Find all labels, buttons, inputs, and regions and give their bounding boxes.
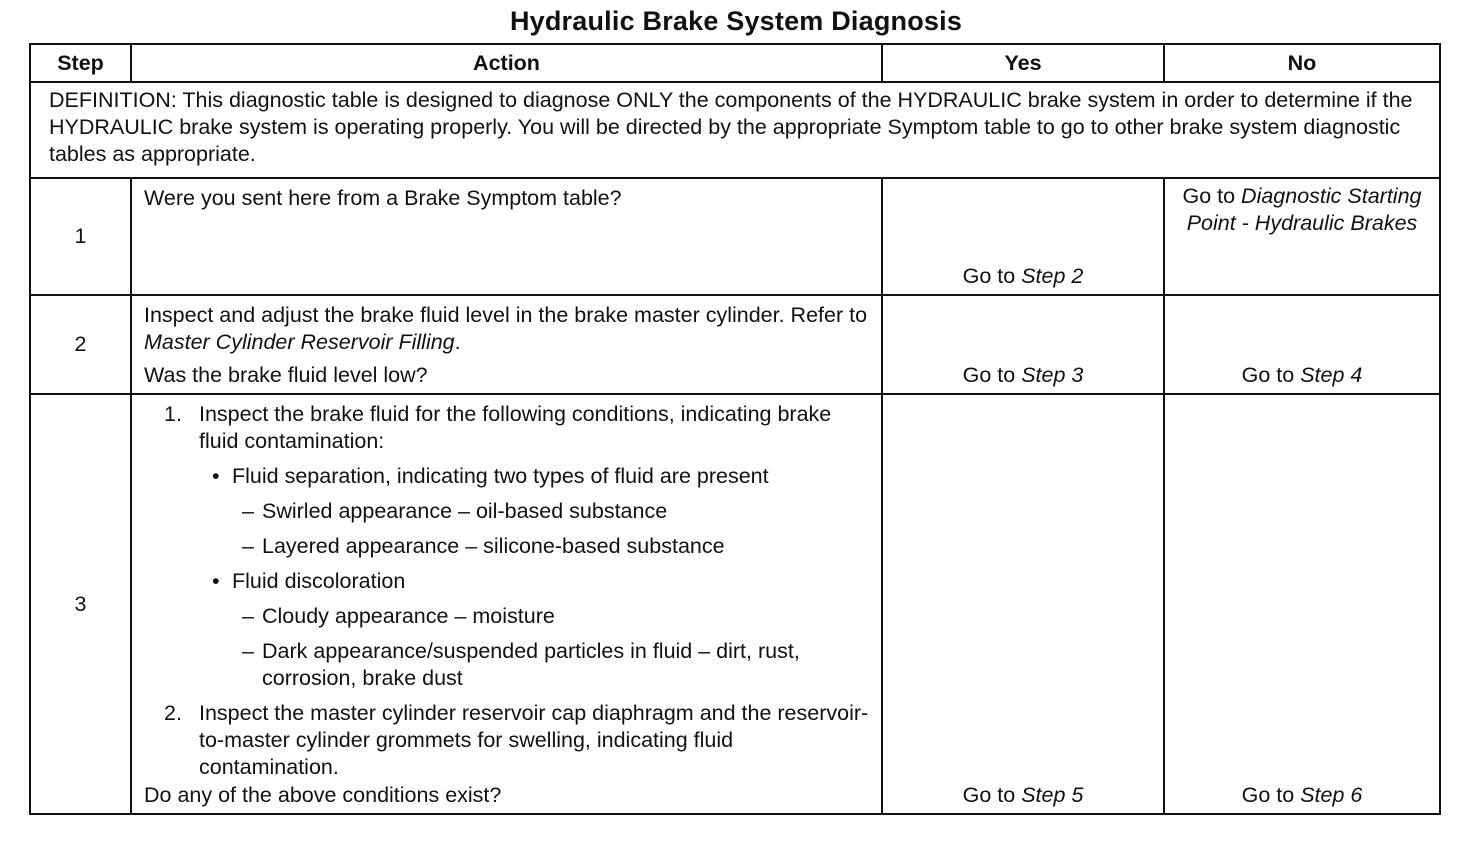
no-target-link[interactable]: Diagnostic Starting Point - Hydraulic Brakes — [1186, 184, 1422, 235]
list-item: 2. Inspect the master cylinder reservoir cap diaphragm and the reservoir-to-master cylinder grommets for swelling, indicating fluid contamination. — [164, 701, 869, 779]
action-text: Inspect and adjust the brake fluid level in the brake master cylinder. Refer to Master Cylinder Reservoir Filling. — [144, 303, 868, 354]
reference-link[interactable]: Master Cylinder Reservoir Filling — [144, 330, 455, 354]
header-step: Step — [30, 44, 131, 82]
header-yes: Yes — [882, 44, 1164, 82]
yes-cell — [882, 394, 1164, 814]
sub-item: – Dark appearance/suspended particles in fluid – dirt, rust, corrosion, brake dust — [242, 639, 800, 690]
no-goto: Go to Diagnostic Starting Point - Hydraulic Brakes — [1182, 184, 1422, 235]
no-goto: Go to Step 4 — [1241, 363, 1363, 387]
step-number: 3 — [30, 394, 131, 814]
table-row — [30, 178, 1440, 295]
table-row — [30, 295, 1440, 394]
question-text: Was the brake fluid level low? — [144, 363, 428, 387]
yes-cell — [882, 295, 1164, 394]
sub-item: – Swirled appearance – oil-based substance — [242, 499, 668, 523]
no-cell — [1164, 295, 1440, 394]
definition-row — [30, 82, 1440, 178]
yes-target-link[interactable]: Step 2 — [1021, 264, 1084, 288]
yes-cell — [882, 178, 1164, 295]
header-row — [30, 44, 1440, 82]
diagnosis-table — [29, 43, 1441, 815]
yes-goto: Go to Step 2 — [962, 264, 1084, 288]
question-text: Do any of the above conditions exist? — [144, 783, 502, 807]
sub-item: – Cloudy appearance – moisture — [242, 604, 555, 628]
yes-goto: Go to Step 3 — [962, 363, 1084, 387]
no-goto: Go to Step 6 — [1241, 783, 1363, 807]
yes-goto: Go to Step 5 — [962, 783, 1084, 807]
table-row — [30, 394, 1440, 814]
no-target-link[interactable]: Step 4 — [1300, 363, 1363, 387]
yes-target-link[interactable]: Step 3 — [1021, 363, 1084, 387]
action-cell — [131, 394, 882, 814]
no-target-link[interactable]: Step 6 — [1300, 783, 1363, 807]
no-cell — [1164, 394, 1440, 814]
step-number: 1 — [30, 178, 131, 295]
action-cell — [131, 178, 882, 295]
header-action: Action — [131, 44, 882, 82]
bullet-item: • Fluid separation, indicating two types of fluid are present — [212, 464, 769, 488]
step-number: 2 — [30, 295, 131, 394]
no-cell — [1164, 178, 1440, 295]
sub-item: – Layered appearance – silicone-based substance — [242, 534, 725, 558]
list-item: 1. Inspect the brake fluid for the following conditions, indicating brake fluid contamination: — [164, 402, 832, 453]
definition-text: DEFINITION: This diagnostic table is designed to diagnose ONLY the components of the HYDRAULIC brake system in order to determine if the HYDRAULIC brake system is operating properly. You will be directed by the appropriate Symptom table to go to other brake system diagnostic tables as appropriate. — [30, 82, 1440, 178]
bullet-item: • Fluid discoloration — [212, 569, 406, 593]
page-title: Hydraulic Brake System Diagnosis — [509, 6, 963, 36]
yes-target-link[interactable]: Step 5 — [1021, 783, 1084, 807]
action-cell — [131, 295, 882, 394]
question-text: Were you sent here from a Brake Symptom table? — [144, 186, 622, 210]
header-no: No — [1164, 44, 1440, 82]
